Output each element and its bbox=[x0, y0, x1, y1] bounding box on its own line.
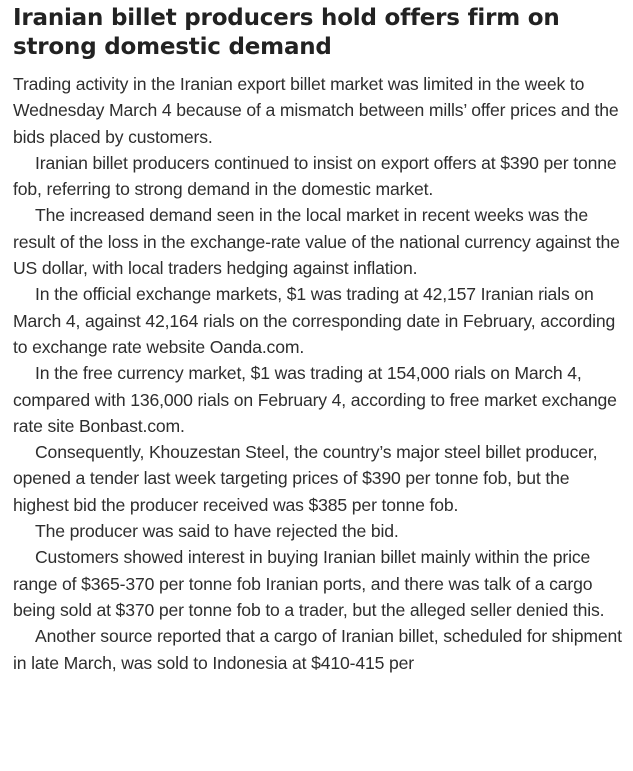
article-paragraph: Consequently, Khouzestan Steel, the country’s major steel billet producer, opened a tender last week targeting prices of $390 per tonne fob, but the highest bid the producer received was $385 per tonne fob. bbox=[13, 442, 598, 515]
article-paragraph: Another source reported that a cargo of Iranian billet, scheduled for shipment in late March, was sold to Indonesia at $410-415 per bbox=[13, 626, 622, 673]
article-paragraph: In the official exchange markets, $1 was trading at 42,157 Iranian rials on March 4, against 42,164 rials on the corresponding date in February, according to exchange rate website Oanda.com. bbox=[13, 284, 616, 357]
article-headline: Iranian billet producers hold offers firm on strong domestic demand bbox=[13, 5, 560, 60]
article-body bbox=[13, 71, 623, 676]
article-paragraph: The increased demand seen in the local market in recent weeks was the result of the loss in the exchange-rate value of the national currency against the US dollar, with local traders hedging against inflation. bbox=[13, 205, 620, 279]
article-paragraph: The producer was said to have rejected the bid. bbox=[35, 521, 399, 542]
article-paragraph: Customers showed interest in buying Iranian billet mainly within the price range of $365-370 per tonne fob Iranian ports, and there was talk of a cargo being sold at $370 per tonne fob to a trader, but the alleged seller denied this. bbox=[13, 547, 605, 620]
article-paragraph: Trading activity in the Iranian export billet market was limited in the week to Wednesday March 4 because of a mismatch between mills’ offer prices and the bids placed by customers. bbox=[13, 74, 619, 147]
article-paragraph: Iranian billet producers continued to insist on export offers at $390 per tonne fob, referring to strong demand in the domestic market. bbox=[13, 152, 617, 200]
article-paragraph: In the free currency market, $1 was trading at 154,000 rials on March 4, compared with 136,000 rials on February 4, according to free market exchange rate site Bonbast.com. bbox=[13, 363, 617, 436]
